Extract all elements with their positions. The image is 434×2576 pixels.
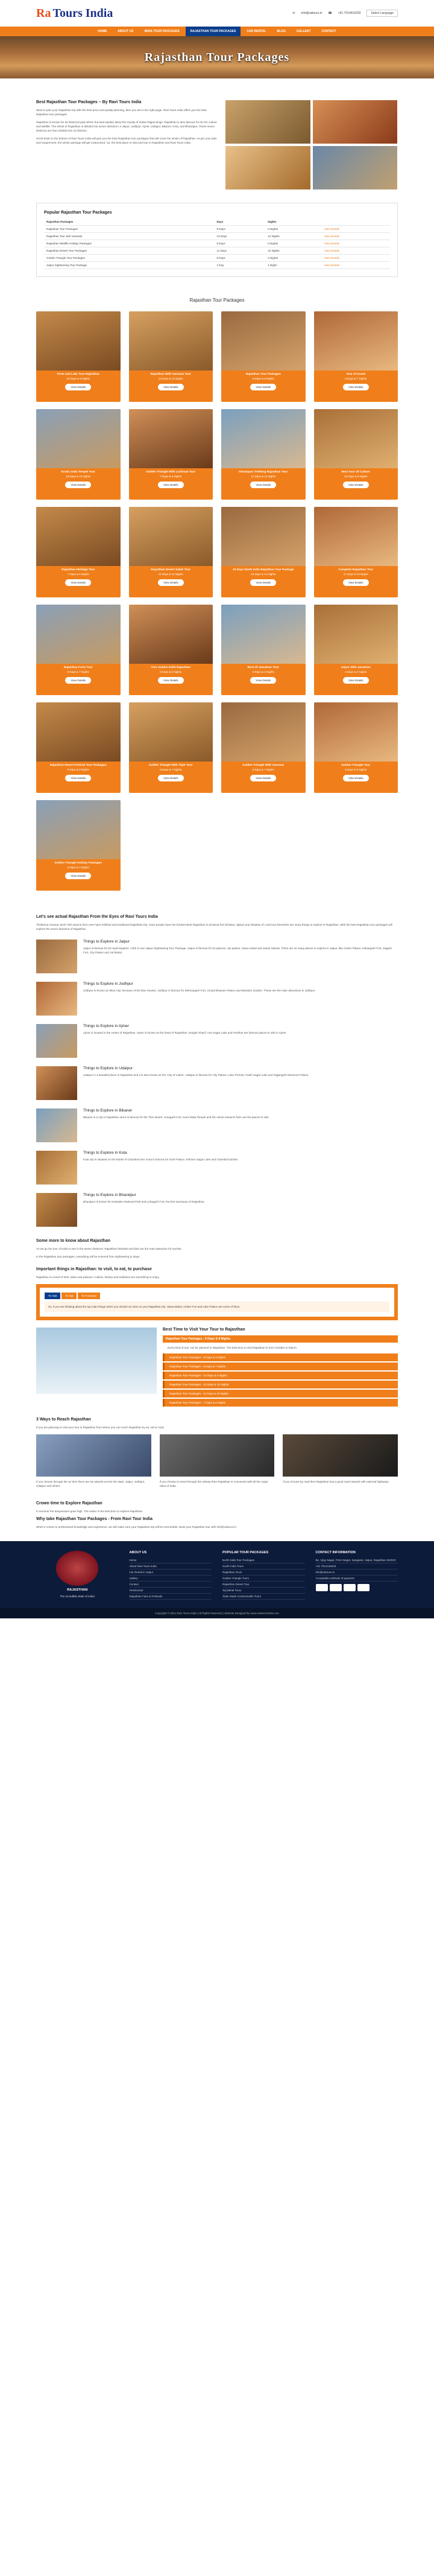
intro-gallery (225, 100, 397, 189)
package-card[interactable] (129, 311, 213, 402)
gallery-image (313, 100, 398, 144)
footer-address: B1, Vijay Nagar, Prem Nagar, Sanganer, Jaipur, Rajasthan 302033 (316, 1557, 398, 1563)
package-title: Golden Triangle With Lucknow Tour (146, 471, 196, 474)
package-duration: 16 Days & 15 Nights (66, 475, 91, 478)
package-duration: 9 Days & 8 Nights (252, 377, 274, 380)
birds-image (36, 1328, 157, 1394)
table-row (44, 255, 390, 262)
footer-link[interactable]: Testimonial (130, 1588, 212, 1594)
explore-title: Things to Explore in Jaipur (83, 940, 130, 944)
view-details-button[interactable]: View Details (343, 677, 369, 684)
explore-title: Things to Explore in Kota (83, 1151, 127, 1155)
footer-phone[interactable]: +91 7014416203 (316, 1563, 398, 1569)
know-paragraph: As we go the tour of India to see in the seven divisions. Rajasthan festivals and fairs are the main attraction for tourists. (36, 1247, 182, 1250)
explore-block (36, 1108, 398, 1142)
explore-text (83, 982, 398, 1016)
mail-icon: ✉ (292, 11, 295, 15)
package-title: Rajasthan Heritage Tour (61, 568, 95, 571)
table-cell: 1 Day (214, 262, 265, 269)
view-details-button[interactable]: View Details (158, 579, 184, 586)
package-image (129, 605, 213, 664)
important-tabs-box (36, 1284, 398, 1320)
page-banner (0, 36, 434, 78)
footer-link[interactable]: Gallery (130, 1576, 212, 1582)
footer-link[interactable]: Home (130, 1557, 212, 1563)
package-title: Complete Rajasthan Tour (338, 568, 374, 571)
view-details-button[interactable]: View Details (65, 873, 91, 879)
view-details-button[interactable]: View Details (158, 482, 184, 488)
table-header (322, 218, 390, 226)
package-title: Best Tour Of Culture (341, 471, 370, 474)
explore-paragraph: Udaipur is a beautiful place in Rajasthan and it is also known as the 'City of Lakes'. Udaipur is famous for City Palace, Lake Pichola, Fateh Sagar Lake and Sajjangarh Monsoon Palace. (83, 1073, 309, 1077)
package-title: Tour of Grand (346, 373, 366, 376)
accordion-item[interactable]: Rajasthan Tour Packages - 9 Days & 8 Nights (163, 1353, 398, 1361)
reach-text: If you choose through the air then there are six airports across the state: Jaipur, Jodhpur, Udaipur and others. (36, 1480, 145, 1487)
package-duration: 8 Days & 7 Nights (345, 377, 367, 380)
crown-paragraph: In summer the temperature goes high. The winter is the best time to explore Rajasthan. (36, 1510, 143, 1513)
package-card[interactable] (36, 507, 121, 597)
package-duration: 6 Days & 5 Nights (160, 670, 182, 673)
package-image (314, 507, 398, 566)
payment-title: Acceptable methods of payment (316, 1576, 398, 1582)
package-duration: 11 Days & 10 Nights (158, 573, 183, 576)
explore-paragraph: Bikaner is a city in Rajasthan and it is famous for the Thar desert. Junagarh Fort, Karni Mata Temple and the camel research farm are the places to visit. (83, 1116, 269, 1119)
rajasthan-emblem (56, 1551, 98, 1586)
package-image (314, 702, 398, 762)
gallery-image (225, 146, 310, 189)
explore-title: Things to Explore in Ajmer (83, 1024, 129, 1028)
accordion-item[interactable]: Rajasthan Tour Packages - 11 Days & 10 Nights (163, 1390, 398, 1398)
package-image (314, 409, 398, 468)
table-cell: Rajasthan Desert Tour Packages (44, 247, 214, 255)
tab-to-eat[interactable]: To Eat (61, 1293, 77, 1299)
view-details-button[interactable]: View Details (158, 677, 184, 684)
table-cell: Golden Triangle Tour Packages (44, 255, 214, 262)
package-image (36, 409, 121, 468)
intro-paragraph: Rajasthan is known for its historical past where the land speaks about the royalty of Indian Rajput kings. Rajasthan is also famous for its rich culture and wildlife. The whole of Rajasthan is divided into seven divisions i.e Jaipur, Jodhpur, Ajmer, Udaipur, Bikaner, Kota, and Bharatpur. These seven divisions are then divided into 33 districts. (36, 121, 217, 132)
reach-image (283, 1434, 398, 1477)
package-card[interactable] (221, 311, 306, 402)
table-cell: 12 Nights (265, 233, 322, 240)
footer-link[interactable]: Rajasthan Tours (222, 1569, 305, 1576)
footer-contact-title: CONTACT INFORMATION (315, 1551, 356, 1554)
important-title: Important things in Rajasthan: to visit, to eat, to purchase (36, 1267, 152, 1271)
table-row (44, 240, 390, 247)
package-image (129, 409, 213, 468)
package-card[interactable] (36, 605, 121, 695)
package-title: Himalayan Trekking Rajasthan Tour (239, 471, 288, 474)
view-details-button[interactable]: View Details (250, 677, 276, 684)
nav-link[interactable]: RAJASTHAN TOUR PACKAGES (186, 27, 241, 36)
best-time-title: Best Time to Visit Your Tour to Rajasthan (163, 1328, 245, 1332)
tab-to-visit[interactable]: To Visit (45, 1293, 60, 1299)
article-intro: Tholkarna Amanat Jenti? Did anyone from ever have relished and traditional Rajasthan trip. Have people have the booked Best Rajasthan is all about fort (Khabar, Jaipur) and Shadow of t and tour itineraries are many things to explore in Rajasthan. With the best Rajasthan tour packages will explore the seven divisions of Rajasthan. (36, 923, 392, 930)
tab-content: So, if you are thinking about the top main things which you should not miss on your Rajasthan trip. Hawa Mahal, Amber Fort and Lake Palace are some of them. (45, 1302, 389, 1312)
view-details-button[interactable]: View Details (343, 482, 369, 488)
intro-paragraph: Scroll down to the bottom of Ravi Tours India will give you the best Rajasthan tour packages that will cover the whole of Rajasthan. As per your plan and requirement, the whole package will get customized. So, the best place to visit and tour in Rajasthan and Ravi Tours India. (36, 137, 217, 144)
view-details-link[interactable]: View Details (322, 262, 390, 269)
view-details-link[interactable]: View Details (322, 247, 390, 255)
footer (0, 1541, 434, 1608)
explore-image (36, 1066, 77, 1100)
footer-tagline: The Incredible State of India! (60, 1595, 95, 1598)
package-card[interactable] (221, 702, 306, 793)
why-title: Why take Rajasthan Tour Packages - From Ravi Tour India (36, 1517, 153, 1521)
footer-link[interactable]: Rajasthan Desert Tour (222, 1582, 305, 1588)
package-card[interactable] (221, 507, 306, 597)
footer-about-title: ABOUT US (129, 1551, 147, 1554)
package-duration: 17 Days & 16 Nights (343, 573, 368, 576)
header-phone[interactable]: +91 7014416203 (338, 11, 361, 15)
reach-image (36, 1434, 151, 1477)
explore-text (83, 1024, 398, 1058)
explore-text (83, 1108, 398, 1142)
table-cell: Rajasthan Tour with Varanasi (44, 233, 214, 240)
table-cell: 1 Night (265, 262, 322, 269)
intro-section (36, 100, 398, 189)
table-cell: 13 Days (214, 233, 265, 240)
package-title: Rajasthan With Varanasi Tour (150, 373, 191, 376)
reach-text: If you choose to travel through the railway then Rajasthan is connected with all the major cities of India. (159, 1480, 268, 1487)
package-image (314, 605, 398, 664)
package-title: 15 Days North India Rajasthan Tour Package (233, 568, 294, 571)
package-card[interactable] (314, 507, 398, 597)
article-title: Let's see actual Rajasthan From the Eyes of Ravi Tours India (36, 915, 158, 919)
banner-title: Rajasthan Tour Packages (144, 50, 290, 64)
footer-link[interactable]: Car Rental in Jaipur (130, 1569, 212, 1576)
package-title: Golden Triangle Holiday Packages (54, 862, 102, 865)
package-card[interactable] (129, 605, 213, 695)
package-duration: 7 Days & 6 Nights (67, 573, 89, 576)
package-duration: 5 Days & 4 Nights (67, 866, 89, 869)
package-card[interactable] (129, 702, 213, 793)
package-card[interactable] (129, 409, 213, 500)
package-card[interactable] (36, 409, 121, 500)
footer-link[interactable]: South India Tours (222, 1563, 305, 1569)
nav-link[interactable]: ABOUT US (118, 30, 134, 33)
view-details-link[interactable]: View Details (322, 233, 390, 240)
footer-link[interactable]: Golden Triangle Tours (222, 1576, 305, 1582)
top-bar (0, 0, 434, 27)
package-image (36, 507, 121, 566)
explore-block (36, 1066, 398, 1100)
package-title: Forts and Lake Tour Rajasthan (57, 373, 99, 376)
package-image (221, 507, 306, 566)
explore-title: Things to Explore in Bikaner (83, 1108, 133, 1113)
explore-block (36, 1024, 398, 1058)
reach-title: 3 Ways to Reach Rajasthan (36, 1417, 91, 1422)
package-card[interactable] (314, 409, 398, 500)
package-title: Golden Triangle With Varanasi (242, 764, 285, 767)
package-card[interactable] (36, 311, 121, 402)
explore-image (36, 1024, 77, 1058)
package-duration: 4 Days & 3 Nights (345, 670, 367, 673)
reach-card (36, 1434, 151, 1492)
accordion-header[interactable]: Rajasthan Tour Packages - 9 Days & 8 Nights (163, 1335, 398, 1343)
table-cell: Rajasthan Tour Packages (44, 226, 214, 233)
know-title: Some more to know about Rajasthan (36, 1239, 110, 1243)
table-row (44, 233, 390, 240)
package-title: Golden Triangle Tour (341, 764, 371, 767)
view-details-button[interactable]: View Details (250, 384, 276, 390)
package-title: Tour Golden Delhi Rajasthan (151, 666, 190, 669)
package-title: Best Of Jaisalmer Tour (247, 666, 279, 669)
package-card[interactable] (314, 702, 398, 793)
footer-brand: RAJASTHAN (67, 1588, 88, 1592)
footer-link[interactable]: About Ravi Tours India (130, 1563, 212, 1569)
table-header: Rajasthan Packages (44, 218, 214, 226)
package-duration: 8 Days & 7 Nights (160, 768, 182, 771)
package-duration: 9 Days & 8 Nights (67, 768, 89, 771)
explore-title: Things to Explore in Udaipur (83, 1066, 133, 1070)
view-details-button[interactable]: View Details (65, 579, 91, 586)
explore-title: Things to Explore in Jodhpur (83, 982, 133, 986)
view-details-button[interactable]: View Details (343, 579, 369, 586)
view-details-button[interactable]: View Details (65, 677, 91, 684)
package-image (129, 507, 213, 566)
logo-text: Tours India (52, 6, 113, 20)
package-duration: 7 Days & 6 Nights (160, 475, 182, 478)
explore-paragraph: Jaipur is famous for its royal kingdom. Click to see Jaipur Sightseeing Tour Package. Jaipur is famous for its palaces, city palace, hawa mahal and Jantar Mantar. There are so many places to explore in Jaipur, like Amber Palace, Nahargarh Fort, Jaigarh Fort, City Palace and Jal Mahal. (83, 947, 392, 954)
package-card[interactable] (221, 409, 306, 500)
footer-link[interactable]: North India Tour Packages (222, 1557, 305, 1563)
explore-image (36, 1151, 77, 1185)
phone-icon: ☎ (328, 11, 332, 15)
explore-block (36, 1193, 398, 1227)
package-image (36, 702, 121, 762)
explore-block (36, 1151, 398, 1185)
package-image (221, 702, 306, 762)
table-title: Popular Rajasthan Tour Packages (44, 211, 112, 215)
package-duration: 8 Days & 7 Nights (67, 670, 89, 673)
footer-link[interactable]: Tailor Made Customizable Tours (222, 1594, 305, 1600)
footer-link[interactable]: Rajasthan Fairs & Festivals (130, 1594, 212, 1600)
package-image (221, 311, 306, 370)
nav-link[interactable]: GALLERY (296, 30, 311, 33)
view-details-button[interactable]: View Details (250, 482, 276, 488)
view-details-link[interactable]: View Details (322, 240, 390, 247)
package-duration: 15 Days & 14 Nights (251, 573, 276, 576)
accordion-item[interactable]: Rajasthan Tour Packages - 8 Days & 7 Nights (163, 1363, 398, 1370)
package-duration: 8 Days & 7 Nights (252, 768, 274, 771)
explore-paragraph: Kota city is situated on the banks of Chambal river. Kota is famous for Garh Palace, Kishore Sagar Lake and Chambal Garden. (83, 1158, 239, 1161)
package-duration: 10 Days & 9 Nights (344, 475, 368, 478)
explore-image (36, 982, 77, 1016)
table-header: Days (214, 218, 265, 226)
table-cell: 8 Nights (265, 240, 322, 247)
gallery-image (313, 146, 398, 189)
table-cell: Rajasthan Wildlife Holiday Packages (44, 240, 214, 247)
view-details-button[interactable]: View Details (250, 775, 276, 781)
best-time-section (36, 1328, 398, 1407)
explore-text (83, 940, 398, 973)
table-cell: 9 Days (214, 240, 265, 247)
table-cell: Jaipur Sightseeing Tour Package (44, 262, 214, 269)
header-contact (292, 10, 398, 17)
explore-image (36, 1193, 77, 1227)
explore-block (36, 982, 398, 1016)
table-cell: 9 Days (214, 226, 265, 233)
footer-link[interactable]: Contact (130, 1582, 212, 1588)
explore-text (83, 1151, 398, 1185)
package-image (314, 311, 398, 370)
footer-email[interactable]: info@raitours.in (316, 1569, 398, 1576)
package-title: Rajasthan Tour Packages (245, 373, 281, 376)
view-details-button[interactable]: View Details (158, 775, 184, 781)
table-row (44, 247, 390, 255)
package-duration: 13 Days & 12 Nights (158, 377, 183, 380)
logo-prefix: Ra (36, 6, 51, 20)
crown-title: Crown time to Explore Rajasthan (36, 1501, 102, 1506)
package-card[interactable] (221, 605, 306, 695)
table-row (44, 262, 390, 269)
important-intro: Rajasthan is a land of forts, lakes and palaces. Culture, history and traditions are something to enjoy. (36, 1276, 160, 1279)
accordion-item[interactable]: Rajasthan Tour Packages - 13 Days & 12 Nights (163, 1381, 398, 1388)
packages-title: Rajasthan Tour Packages (189, 297, 245, 303)
site-logo[interactable] (36, 7, 113, 21)
reach-card (160, 1434, 275, 1492)
intro-paragraph: Want to plan your Rajasthan trip with the best price and quality planning, then you are in the right page. Ravi Tours India offers you the best Rajasthan tour packages. (36, 109, 207, 116)
package-duration: 10 Days & 9 Nights (66, 377, 90, 380)
language-select[interactable]: Select Language (366, 10, 398, 17)
package-image (36, 605, 121, 664)
package-title: Rajasthan Desert Festival Tour Packages (50, 764, 107, 767)
explore-image (36, 940, 77, 973)
table-row (44, 226, 390, 233)
package-image (129, 702, 213, 762)
gallery-image (225, 100, 310, 144)
package-image (129, 311, 213, 370)
explore-title: Things to Explore in Bharatpur (83, 1193, 136, 1197)
explore-text (83, 1193, 398, 1227)
nav-link[interactable]: CONTACT (321, 30, 336, 33)
explore-image (36, 1108, 77, 1142)
explore-paragraph: Bharatpur is known for Keoladeo National Park and Lohagarh Fort, the bird sanctuary of Rajasthan. (83, 1200, 205, 1203)
nav-link[interactable]: BLOG (277, 30, 286, 33)
view-details-link[interactable]: View Details (322, 255, 390, 262)
package-card[interactable] (129, 507, 213, 597)
copyright: Copyright © 2021 Ravi Tours India | All Rights Reserved | Website Designed by www.cutetechindia.com (0, 1608, 434, 1618)
footer-link[interactable]: Taj Mahal Tours (222, 1588, 305, 1594)
package-title: Rajasthan Forts Tour (63, 666, 93, 669)
package-title: Rajasthan Desert Safari Tour (151, 568, 190, 571)
package-duration: 5 Days & 4 Nights (252, 670, 274, 673)
package-image (221, 409, 306, 468)
table-cell: 4 Nights (265, 255, 322, 262)
package-duration: 12 Days & 11 Nights (251, 475, 276, 478)
reach-text: If you choose by road then Rajasthan has a good road network with national highways. (283, 1480, 389, 1483)
view-details-link[interactable]: View Details (322, 226, 390, 233)
table-cell: 8 Nights (265, 226, 322, 233)
reach-image (160, 1434, 275, 1477)
package-image (36, 311, 121, 370)
package-image (221, 605, 306, 664)
table-header: Nights (265, 218, 322, 226)
know-paragraph: In the Rajasthan tour packages, everything will be ensured from sightseeing to stays. (36, 1255, 140, 1258)
payment-icons (316, 1584, 398, 1591)
intro-title: Best Rajasthan Tour Packages – By Ravi Tours India (36, 100, 142, 104)
view-details-button[interactable]: View Details (65, 482, 91, 488)
package-title: Golden Triangle With Tiger Tour (148, 764, 193, 767)
nav-link[interactable]: CAR RENTAL (247, 30, 266, 33)
accordion-body: Every kind of tour can be planned in Rajasthan. The best time to visit Rajasthan is from October to March. (163, 1344, 398, 1352)
explore-paragraph: Jodhpur is known as 'Blue City' because of the blue houses. Jodhpur is famous for Mehrangarh Fort, Umaid Bhawan Palace and Mandore Garden. These are the main attractions in Jodhpur. (83, 989, 316, 992)
tab-to-purchase[interactable]: To Purchase (78, 1293, 100, 1299)
reach-paragraph: If you are planning to visit your tour in Rajasthan from where you can reach Rajasthan by air, rail or road. (36, 1426, 165, 1429)
view-details-button[interactable]: View Details (65, 775, 91, 781)
explore-block (36, 940, 398, 973)
package-image (36, 800, 121, 859)
view-details-button[interactable]: View Details (158, 384, 184, 390)
package-duration: 6 Days & 5 Nights (345, 768, 367, 771)
why-paragraph: When it comes to professional knowledge and experience, we will make sure your Rajasthan trip will be memorable. Book your Rajasthan tour with info@raitours.in. (36, 1525, 237, 1528)
package-card[interactable] (36, 702, 121, 793)
accordion-item[interactable]: Rajasthan Tour Packages - 10 Days & 9 Nights (163, 1372, 398, 1379)
reach-card (283, 1434, 398, 1492)
table-cell: 5 Days (214, 255, 265, 262)
explore-paragraph: Ajmer is located in the center of Rajasthan. Ajmer is known as the heart of Rajasthan. Dargah Sharif, Ana Sagar Lake and Pushkar are famous places to visit in Ajmer. (83, 1031, 287, 1034)
view-details-button[interactable]: View Details (343, 775, 369, 781)
package-card[interactable] (314, 311, 398, 402)
main-nav (0, 27, 434, 36)
view-details-button[interactable]: View Details (65, 384, 91, 390)
table-cell: 11 Days (214, 247, 265, 255)
package-card[interactable] (36, 800, 121, 891)
packages-grid (36, 311, 398, 891)
footer-packages-title: POPULAR TOUR PACKAGES (222, 1551, 269, 1554)
package-card[interactable] (314, 605, 398, 695)
nav-link[interactable]: HOME (98, 30, 107, 33)
view-details-button[interactable]: View Details (250, 579, 276, 586)
popular-packages-table (36, 203, 398, 277)
header-email[interactable]: info@raitours.in (301, 11, 322, 15)
accordion-item[interactable]: Rajasthan Tour Packages - 7 Days & 6 Nights (163, 1399, 398, 1407)
explore-text (83, 1066, 398, 1100)
table-cell: 10 Nights (265, 247, 322, 255)
nav-link[interactable]: INDIA TOUR PACKAGES (144, 30, 180, 33)
package-title: Exotic India Temple Tour (61, 471, 95, 474)
view-details-button[interactable]: View Details (343, 384, 369, 390)
package-title: Jaipur With Jaisalmer (341, 666, 371, 669)
